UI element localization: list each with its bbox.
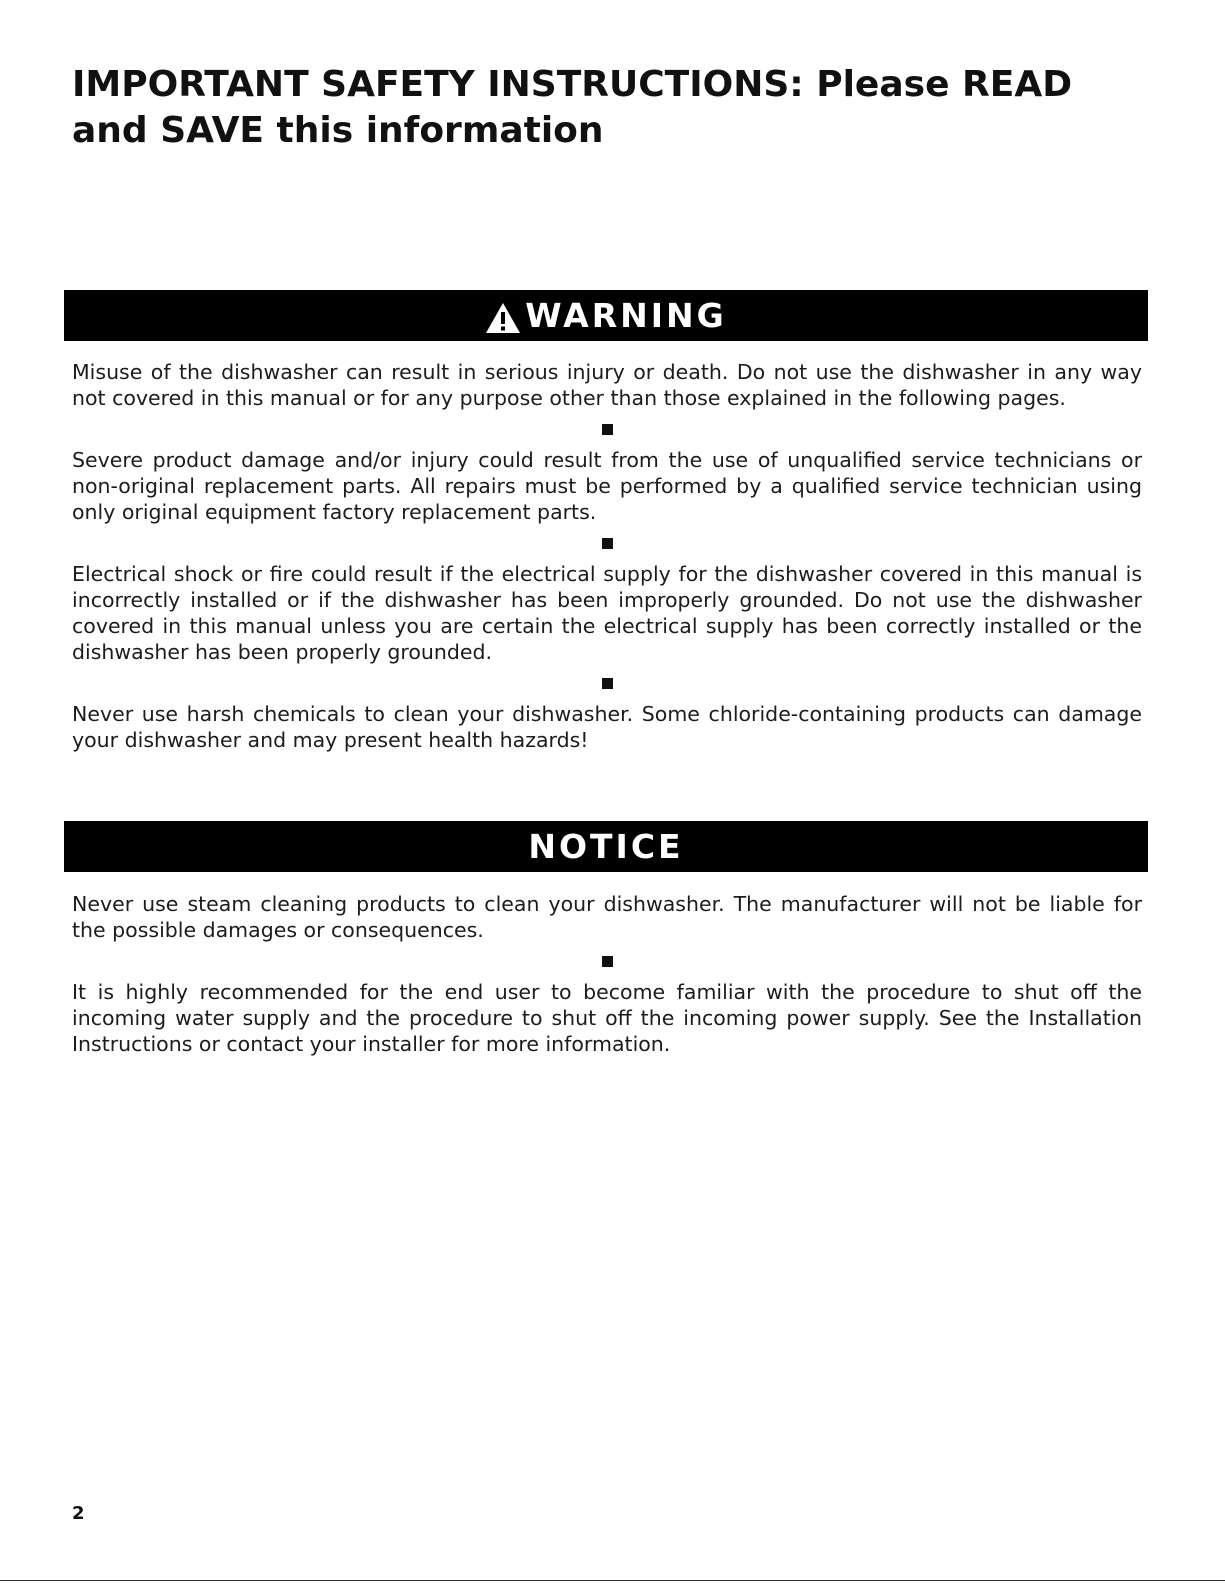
page-title — [72, 62, 1152, 154]
notice-paragraph: Never use steam cleaning products to clean your dishwasher. The manufacturer will not be liable for the possible damages or consequences. — [72, 892, 1142, 942]
separator — [72, 665, 1142, 701]
separator-square-icon — [602, 424, 613, 435]
warning-paragraph: Severe product damage and/or injury could result from the use of unqualified service technicians or non-original replacement parts. All repairs must be performed by a qualified service technician using only original equipment factory replacement parts. — [72, 448, 1142, 524]
notice-banner — [64, 821, 1148, 872]
notice-heading: NOTICE — [528, 827, 684, 866]
warning-paragraph: Misuse of the dishwasher can result in serious injury or death. Do not use the dishwasher in any way not covered in this manual or for any purpose other than those explained in the following pages. — [72, 360, 1142, 410]
notice-paragraph: It is highly recommended for the end user to become familiar with the procedure to shut off the incoming water supply and the procedure to shut off the incoming power supply. See the Installation Instructions or contact your installer for more information. — [72, 980, 1142, 1056]
separator-square-icon — [602, 678, 613, 689]
separator — [72, 943, 1142, 979]
separator — [72, 525, 1142, 561]
warning-heading: WARNING — [525, 296, 727, 335]
warning-triangle-icon — [485, 302, 521, 334]
separator-square-icon — [602, 538, 613, 549]
page-number: 2 — [72, 1503, 85, 1524]
bottom-rule — [0, 1580, 1225, 1581]
warning-banner — [64, 290, 1148, 341]
separator-square-icon — [602, 956, 613, 967]
separator — [72, 411, 1142, 447]
warning-section — [72, 359, 1142, 753]
page-title-line-2: and SAVE this information — [72, 110, 604, 151]
warning-paragraph: Never use harsh chemicals to clean your dishwasher. Some chloride-containing products can damage your dishwasher and may present health hazards! — [72, 702, 1142, 752]
page-title-line-1: IMPORTANT SAFETY INSTRUCTIONS: Please READ — [72, 64, 1073, 105]
warning-paragraph: Electrical shock or fire could result if the electrical supply for the dishwasher covered in this manual is incorrectly installed or if the dishwasher has been improperly grounded. Do not use the dishwasher covered in this manual unless you are certain the electrical supply has been correctly installed or the dishwasher has been properly grounded. — [72, 562, 1142, 664]
notice-section — [72, 891, 1142, 1057]
